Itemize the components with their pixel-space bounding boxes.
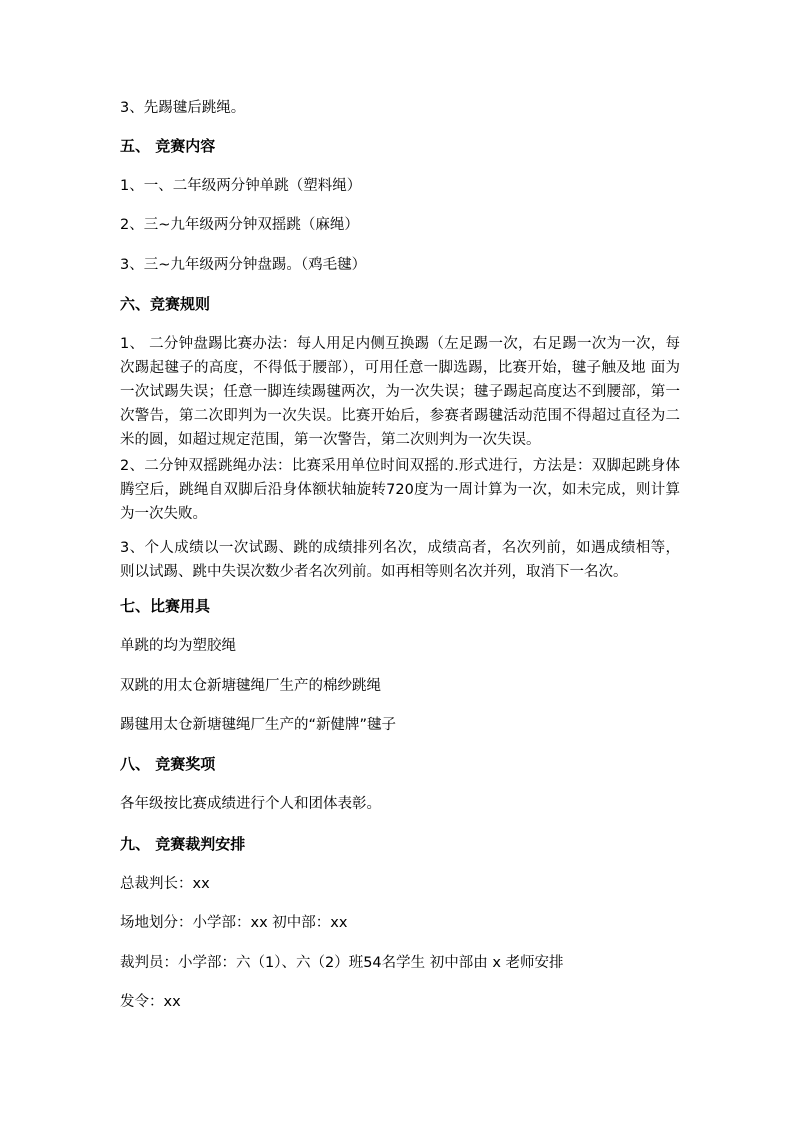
rule-paragraph-1: 1、 二分钟盘踢比赛办法：每人用足内侧互换踢（左足踢一次，右足踢一次为一次，每次踢起毽子的高度，不得低于腰部），可用任意一脚选踢，比赛开始，毽子触及地 面为一次试踢失误；任意一脚连续踢毽两次，为一次失误；毽子踢起高度达不到腰部，第一次警告，第二次即判为一次失误。比赛开始后，参赛者踢毽活动范围不得超过直径为二米的圆，如超过规定范围，第一次警告，第二次则判为一次失误。 — [120, 336, 680, 448]
section-heading-8: 八、 竞赛奖项 — [120, 755, 216, 773]
referees: 裁判员：小学部：六（1）、六（2）班54名学生 初中部由 x 老师安排 — [120, 955, 564, 971]
equipment-item-2: 双跳的用太仓新塘毽绳厂生产的棉纱跳绳 — [120, 678, 381, 694]
content-item-1: 1、一、二年级两分钟单跳（塑料绳） — [120, 178, 362, 194]
content-item-3: 3、三~九年级两分钟盘踢。（鸡毛毽） — [120, 257, 367, 273]
venue-division: 场地划分：小学部：xx 初中部：xx — [120, 915, 348, 931]
equipment-item-3: 踢毽用太仓新塘毽绳厂生产的“新健牌”毽子 — [120, 717, 397, 733]
equipment-item-1: 单跳的均为塑胶绳 — [120, 638, 236, 654]
section-heading-5: 五、 竞赛内容 — [120, 137, 216, 155]
rule-paragraph-3: 3、个人成绩以一次试踢、跳的成绩排列名次，成绩高者，名次列前，如遇成绩相等，则以试踢、跳中失误次数少者名次列前。如再相等则名次并列，取消下一名次。 — [120, 540, 680, 580]
content-item-2: 2、三~九年级两分钟双摇跳（麻绳） — [120, 217, 359, 233]
section-heading-9: 九、 竞赛裁判安排 — [120, 835, 246, 853]
referee-chief: 总裁判长：xx — [120, 876, 210, 892]
rule-step-3: 3、先踢毽后跳绳。 — [120, 100, 246, 116]
award-text: 各年级按比赛成绩进行个人和团体表彰。 — [120, 796, 381, 812]
section-heading-6: 六、竞赛规则 — [120, 295, 211, 313]
starter: 发令：xx — [120, 994, 181, 1010]
rule-paragraph-2: 2、二分钟双摇跳绳办法：比赛采用单位时间双摇的.形式进行，方法是：双脚起跳身体腾空后，跳绳自双脚后沿身体额状轴旋转720度为一周计算为一次，如未完成，则计算为一次失败。 — [120, 458, 680, 522]
section-heading-7: 七、比赛用具 — [120, 597, 211, 615]
